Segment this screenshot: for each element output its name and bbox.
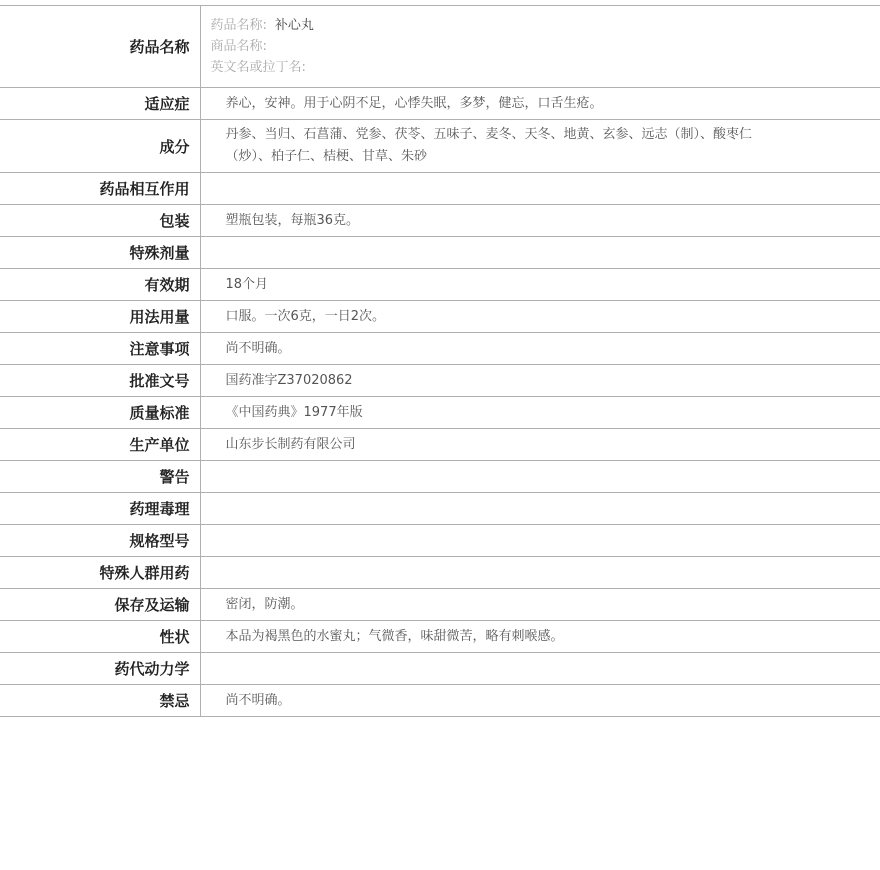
row-value-packaging: 塑瓶包装，每瓶36克。: [225, 212, 360, 228]
trade-name-label: 商品名称:: [210, 39, 267, 54]
row-packaging: [0, 205, 880, 237]
row-value-warning: [200, 461, 880, 493]
row-value-specification: [200, 525, 880, 557]
generic-name-label: 药品名称:: [210, 18, 267, 33]
row-value-indications: 养心，安神。用于心阴不足，心悸失眠，多梦，健忘，口舌生疮。: [225, 95, 603, 111]
row-label-approval-number: 批准文号: [0, 365, 200, 397]
row-shelf-life: [0, 269, 880, 301]
row-quality-standard: [0, 397, 880, 429]
row-label-special-dosage: 特殊剂量: [0, 237, 200, 269]
row-manufacturer: [0, 429, 880, 461]
row-label-packaging: 包装: [0, 205, 200, 237]
row-label-precautions: 注意事项: [0, 333, 200, 365]
english-name-label: 英文名或拉丁名:: [210, 60, 306, 75]
row-indications: [0, 88, 880, 120]
row-storage: [0, 589, 880, 621]
row-drug-name: [0, 6, 880, 88]
row-warning: [0, 461, 880, 493]
row-label-appearance: 性状: [0, 621, 200, 653]
row-dosage: [0, 301, 880, 333]
row-value-shelf-life: 18个月: [225, 276, 269, 292]
english-name-line: [211, 57, 861, 78]
row-value-dosage: 口服。一次6克，一日2次。: [225, 308, 386, 324]
row-contraindications: [0, 685, 880, 717]
drug-spec-table: [0, 5, 880, 717]
row-value-manufacturer: 山东步长制药有限公司: [225, 436, 356, 452]
row-special-dosage: [0, 237, 880, 269]
row-label-pharmacokinetics: 药代动力学: [0, 653, 200, 685]
row-precautions: [0, 333, 880, 365]
trade-name-line: [211, 36, 861, 57]
row-value-ingredients: 丹参、当归、石菖蒲、党参、茯苓、五味子、麦冬、天冬、地黄、玄参、远志（制）、酸枣仁（炒）、柏子仁、桔梗、甘草、朱砂: [225, 127, 753, 164]
row-value-storage: 密闭，防潮。: [225, 596, 304, 612]
row-pharmacology: [0, 493, 880, 525]
row-appearance: [0, 621, 880, 653]
row-value-pharmacology: [200, 493, 880, 525]
row-interactions: [0, 173, 880, 205]
row-label-storage: 保存及运输: [0, 589, 200, 621]
row-label-warning: 警告: [0, 461, 200, 493]
row-label-manufacturer: 生产单位: [0, 429, 200, 461]
row-value-quality-standard: 《中国药典》1977年版: [225, 404, 363, 420]
row-special-populations: [0, 557, 880, 589]
row-value-appearance: 本品为褐黑色的水蜜丸；气微香，味甜微苦，略有刺喉感。: [225, 628, 564, 644]
row-label-special-populations: 特殊人群用药: [0, 557, 200, 589]
generic-name-value: 补心丸: [274, 18, 314, 33]
row-label-pharmacology: 药理毒理: [0, 493, 200, 525]
row-value-special-populations: [200, 557, 880, 589]
row-approval-number: [0, 365, 880, 397]
row-value-approval-number: 国药准字Z37020862: [225, 372, 353, 388]
row-value-contraindications: 尚不明确。: [225, 692, 291, 708]
row-value-interactions: [200, 173, 880, 205]
row-value-special-dosage: [200, 237, 880, 269]
row-specification: [0, 525, 880, 557]
row-label-contraindications: 禁忌: [0, 685, 200, 717]
row-value-pharmacokinetics: [200, 653, 880, 685]
row-label-shelf-life: 有效期: [0, 269, 200, 301]
row-label-dosage: 用法用量: [0, 301, 200, 333]
row-value-precautions: 尚不明确。: [225, 340, 291, 356]
row-label-interactions: 药品相互作用: [0, 173, 200, 205]
row-label-ingredients: 成分: [0, 120, 200, 173]
row-pharmacokinetics: [0, 653, 880, 685]
row-ingredients: [0, 120, 880, 173]
drug-names-cell: [200, 6, 880, 88]
row-label-specification: 规格型号: [0, 525, 200, 557]
row-label-drug-name: 药品名称: [0, 6, 200, 88]
row-label-quality-standard: 质量标准: [0, 397, 200, 429]
row-label-indications: 适应症: [0, 88, 200, 120]
generic-name-line: [211, 15, 861, 36]
